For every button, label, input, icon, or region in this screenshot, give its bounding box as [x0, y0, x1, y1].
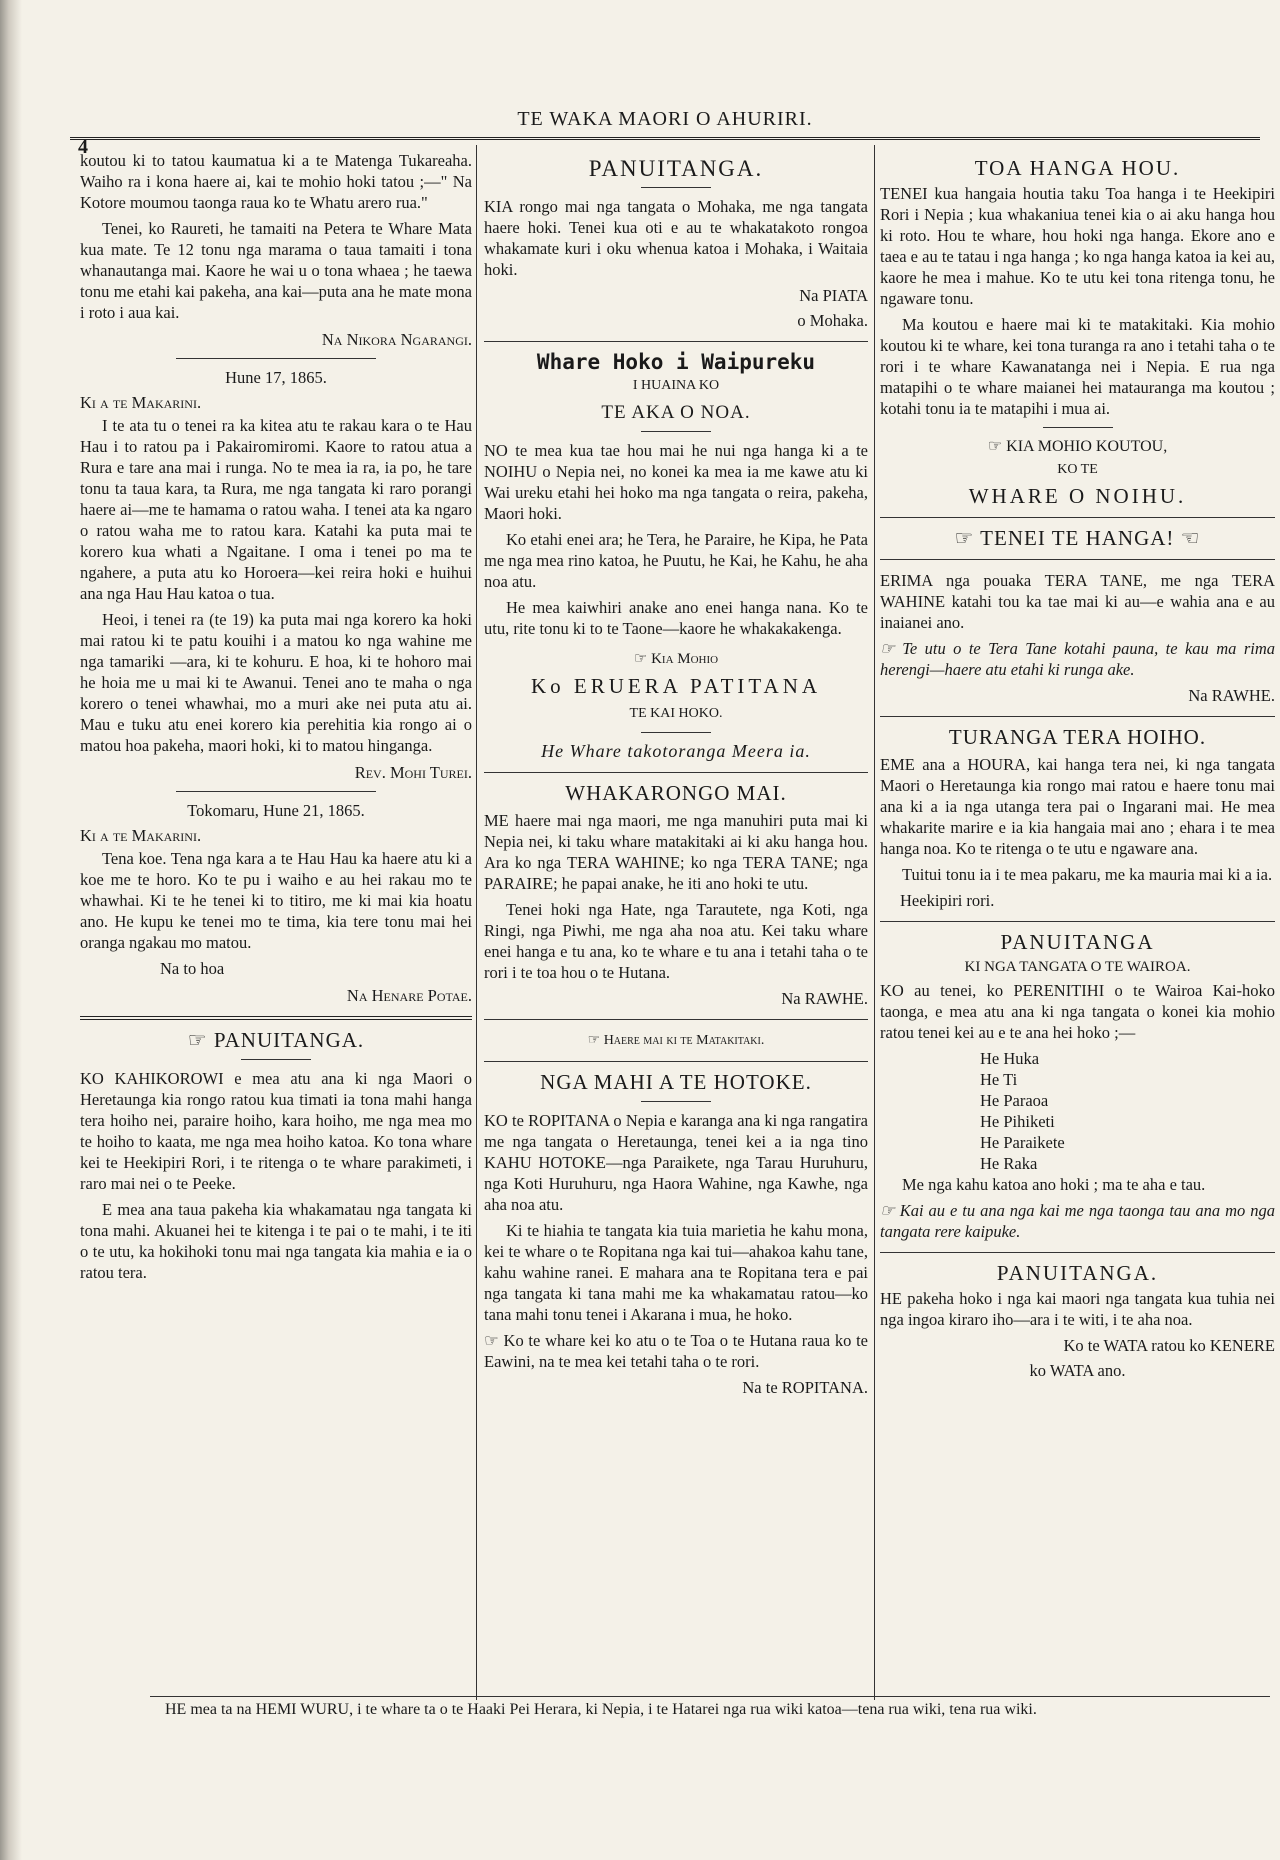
- salutation: Ki a te Makarini.: [80, 826, 202, 845]
- column-divider: [476, 145, 477, 1700]
- ad-paragraph: Tenei hoki nga Hate, nga Tarautete, nga Koti, nga Ringi, nga Piwhi, me nga aha noa atu. Kei taku whare enei hanga e tu ana, ko te whare e tu ana i tetahi taha o te rori i te toa hou o te Hutana.: [484, 900, 868, 982]
- notice-label: ☞ Kia Mohio: [633, 651, 719, 667]
- ad-heading: ☞ TENEI TE HANGA! ☜: [954, 526, 1201, 550]
- divider: [880, 559, 1275, 560]
- ad-heading: PANUITANGA.: [996, 1261, 1159, 1285]
- notice-label: ☞ Haere mai ki te Matakitaki.: [587, 1033, 765, 1048]
- divider: [176, 791, 376, 792]
- column-3: [880, 150, 1275, 1695]
- divider: [641, 732, 711, 733]
- ad-paragraph: TENEI kua hangaia houtia taku Toa hanga i te Heekipiri Rori i Nepia ; kua whakaniua tenei kia o ai aku hanga hou ki roto. Hou te whare, hou hoki nga hanga. Ekore ano e taea e au te tatau i nga hanga ; ko nga hanga katoa ia kei au, kaore he mea i mahue. Ko te utu kei tona ritenga tonu, he ngaware tonu.: [880, 184, 1275, 308]
- ad-paragraph: Ko etahi enei ara; he Tera, he Paraire, he Kipa, he Pata me nga mea rino katoa, he Puutu, he Kai, he Kahu, he aha noa atu.: [484, 530, 868, 591]
- ad-paragraph: E mea ana taua pakeha kia whakamatau nga tangata ki tona mahi. Akuanei hei te kitenga i te pai o te mahi, i te iti o te utu, ka hokihoki tonu mai nga tangata kia mahia e ia o ratou tera.: [80, 1200, 472, 1282]
- signature: Ko te WATA ratou ko KENERE: [1063, 1336, 1275, 1355]
- ad-paragraph: ERIMA nga pouaka TERA TANE, me nga TERA WAHINE katahi tou ka tae mai ki au—e wahia ana e au inaianei ano.: [880, 571, 1275, 632]
- ad-paragraph: KO au tenei, ko PERENITIHI o te Wairoa Kai-hoko taonga, e mea atu ana ki nga tangata o konei kia mohio ratou tenei kei au e te ana hei hoko ;—: [880, 981, 1275, 1042]
- footer-rule: [150, 1696, 1270, 1697]
- notice-label: ☞ KIA MOHIO KOUTOU,: [987, 438, 1168, 455]
- signature: Na Nikora Ngarangi.: [321, 330, 472, 349]
- notice-label: KO TE: [1057, 462, 1098, 477]
- ad-heading: WHARE O NOIHU.: [968, 484, 1187, 508]
- signature: Na RAWHE.: [1188, 686, 1275, 705]
- column-divider: [874, 145, 875, 1700]
- ad-paragraph: ☞ Te utu o te Tera Tane kotahi pauna, te kau ma rima herengi—haere atu etahi ki runga ake.: [880, 639, 1275, 679]
- list-item: He Paraoa: [980, 1091, 1049, 1110]
- letter-paragraph: Heoi, i tenei ra (te 19) ka puta mai nga korero ka hoki mai ratou ki te patu kouihi i a matou ko nga wahine me nga tamariki —ara, ki te kohuru. E hoa, ki te hohoro mai he hoia me u mai ki te Awanui. Tenei ano te maha o nga korero o tenei whawhai, mo a muri ake nei puta atu ai. Mau e tuku atu enei korero kia perehitia kia rongo ai o matou hoa pakeha, maori hoki, ki to matou hinganga.: [80, 610, 472, 755]
- divider: [484, 1061, 868, 1062]
- ad-heading: TURANGA TERA HOIHO.: [948, 725, 1207, 749]
- signature: Na Henare Potae.: [346, 986, 472, 1005]
- divider: [641, 431, 711, 432]
- ad-heading: WHAKARONGO MAI.: [565, 781, 787, 805]
- signature: Na to hoa: [160, 959, 225, 978]
- ad-paragraph: Tuitui tonu ia i te mea pakaru, me ka mauria mai ki a ia.: [902, 865, 1273, 884]
- ad-paragraph: KO KAHIKOROWI e mea atu ana ki nga Maori o Heretaunga kia rongo ratou kua timati ia tona mahi hanga tera hoiho nei, paraire hoiho, kara hoiho, me nga mea mo te hoiho to kaata, me nga mea hoiho katoa. Ko tona whare kei te Heekipiri Rori, i te ritenga o te whare parakimeti, i raro mai nei o te Peeke.: [80, 1069, 472, 1193]
- signature: Na te ROPITANA.: [742, 1378, 868, 1397]
- divider: [641, 187, 711, 188]
- ad-heading: ☞ PANUITANGA.: [187, 1028, 365, 1052]
- ad-subheading: I HUAINA KO: [632, 378, 720, 393]
- list-item: He Pihiketi: [980, 1112, 1055, 1131]
- signature: Rev. Mohi Turei.: [354, 763, 472, 782]
- printer-imprint: HE mea ta na HEMI WURU, i te whare ta o te Haaki Pei Herara, ki Nepia, i te Hatarei nga rua wiki katoa—tena rua wiki, tena rua wiki.: [165, 1701, 1037, 1718]
- masthead-rule: [70, 137, 1260, 140]
- list-item: He Ti: [980, 1070, 1018, 1089]
- divider: [1043, 427, 1113, 428]
- divider: [641, 1101, 711, 1102]
- column-1: [80, 150, 472, 1695]
- column-2: [484, 150, 868, 1695]
- ad-heading: Whare Hoko i Waipureku: [536, 350, 816, 374]
- divider: [484, 1019, 868, 1020]
- divider: [176, 358, 376, 359]
- signature: Heekipiri rori.: [900, 891, 995, 910]
- divider: [880, 517, 1275, 518]
- divider: [484, 772, 868, 773]
- ad-heading: PANUITANGA: [1000, 930, 1155, 954]
- signature: ko WATA ano.: [1029, 1361, 1126, 1380]
- list-item: He Paraikete: [980, 1133, 1065, 1152]
- thick-divider: [80, 1016, 472, 1020]
- signature: Na PIATA: [799, 286, 868, 305]
- ad-paragraph: KIA rongo mai nga tangata o Mohaka, me nga tangata haere hoki. Tenei kua oti e au te whakatakoto rongoa whakamate kuri i oku whenua katoa i Mohaka, i Waitaia hoki.: [484, 197, 868, 279]
- ad-paragraph: HE pakeha hoko i nga kai maori nga tangata kua tuhia nei nga ingoa kiraro iho—ara i te witi, i te aha noa.: [880, 1289, 1275, 1329]
- dateline: Tokomaru, Hune 21, 1865.: [187, 801, 365, 820]
- list-item: He Raka: [980, 1154, 1038, 1173]
- letter-paragraph: Tenei, ko Raureti, he tamaiti na Petera te Whare Mata kua mate. Te 12 tonu nga marama o taua tamaiti i tona whanautanga mai. Kaore he wai u o tona whaea ; he taewa tonu me etahi kai pakeha, ana kai—puta ana he mate mona i roto i aua kai.: [80, 219, 472, 322]
- ad-paragraph: EME ana a HOURA, kai hanga tera nei, ki nga tangata Maori o Heretaunga kia rongo mai ratou e haere tonu mai ana ki a ia nga utanga tera pai o Ingarani mai. He mea whakarite marire e ia kia hangaia mai ano ; ehara i te mea hanga noa. Ko te ritenga o te utu e ngaware ana.: [880, 755, 1275, 858]
- divider: [880, 921, 1275, 922]
- ad-paragraph: He mea kaiwhiri anake ano enei hanga nana. Ko te utu, rite tonu ki to te Taone—kaore he whakakakenga.: [484, 598, 868, 638]
- divider: [241, 1059, 311, 1060]
- ad-paragraph: ☞ Ko te whare kei ko atu o te Toa o te Hutana raua ko te Eawini, na te mea kei tetahi taha o te rori.: [484, 1331, 868, 1371]
- merchant-title: TE KAI HOKO.: [629, 706, 723, 721]
- ad-paragraph: ME haere mai nga maori, me nga manuhiri puta mai ki Nepia nei, ki taku whare matakitaki ai ki aku hanga hou. Ara ko nga TERA WAHINE; ko nga TERA TANE; nga PARAIRE; he papai anake, he iti ano hoki te utu.: [484, 811, 868, 893]
- masthead: [70, 100, 1260, 158]
- list-item: He Huka: [980, 1049, 1040, 1068]
- divider: [880, 1252, 1275, 1253]
- letter-paragraph: Tena koe. Tena nga kara a te Hau Hau ka haere atu ki a koe me te horo. Ko te pu i waiho e au hei rakau mo te whawhai. Ki te he tenei ki to titiro, me ki mai kia hoatu ano. He kupu ke tenei mo te tima, kia tere tonu mai hei oranga ngakau mo matou.: [80, 849, 472, 952]
- signature: Na RAWHE.: [781, 989, 868, 1008]
- letter-paragraph: koutou ki to tatou kaumatua ki a te Matenga Tukareaha. Waiho ra i kona haere ai, kai te mohio hoki tatou ;—" Na Kotore moumou taonga raua ko te Whatu arero rua.": [80, 151, 472, 212]
- italic-tagline: He Whare takotoranga Meera ia.: [541, 741, 811, 761]
- ad-paragraph: KO te ROPITANA o Nepia e karanga ana ki nga rangatira me nga tangata o Heretaunga, tenei kei a ia nga tino KAHU HOTOKE—nga Paraikete, nga Tarau Huruhuru, nga Koti Huruhuru, nga Haora Wahine, nga Kawhe, nga aha noa atu.: [484, 1111, 868, 1214]
- ad-heading: TE AKA O NOA.: [601, 402, 751, 423]
- merchant-name: Ko ERUERA PATITANA: [530, 674, 822, 698]
- ad-paragraph: Ma koutou e haere mai ki te matakitaki. Kia mohio koutou ki te whare, kei tona turanga ra ano i tetahi taha o te rori i te whare Kawanatanga nei i Nepia. E rua nga matapihi o te whare maianei hei matauranga ma koutou ; kotahi tonu ia te matapihi i mua ai.: [880, 315, 1275, 418]
- ad-subheading: KI NGA TANGATA O TE WAIROA.: [964, 959, 1191, 975]
- salutation: Ki a te Makarini.: [80, 393, 202, 412]
- ad-heading: TOA HANGA HOU.: [974, 156, 1181, 180]
- divider: [484, 341, 868, 342]
- ad-heading: NGA MAHI A TE HOTOKE.: [540, 1070, 812, 1094]
- page-number: 4: [78, 136, 88, 158]
- goods-list: [980, 1048, 1275, 1174]
- dateline: Hune 17, 1865.: [225, 368, 327, 387]
- page-edge-shadow: [0, 0, 22, 1860]
- ad-paragraph: ☞ Kai au e tu ana nga kai me nga taonga tau ana mo nga tangata rere kaipuke.: [880, 1201, 1275, 1241]
- letter-paragraph: I te ata tu o tenei ra ka kitea atu te rakau kara o te Hau Hau i to ratou pa i Pakairomiromi. Kaore to ratou atua a Rura e tare ana mai i runga. No te mea ia ra, ia po, he tare tonu ta taua kara, ta Rura, me nga tangata ki raro porangi haere ai—me te hamama o ratou waha. I tenei ata ka ngaro o ratou waha me to ratou kara. Katahi ka puta mai te korero kua whati a Ngaitane. I oma i tenei po ma te ngahere, a puta atu ko Horoera—kei reira hoki e huihui ana nga Hau Hau katoa o tua.: [80, 416, 472, 603]
- signature: o Mohaka.: [797, 311, 868, 330]
- ad-heading: PANUITANGA.: [588, 156, 764, 181]
- ad-paragraph: Ki te hiahia te tangata kia tuia marietia he kahu mona, kei te whare o te Ropitana nga kai tui—ahakoa kahu tane, kahu wahine ranei. E mahara ana te Ropitana tera e pai nga tangata ki tana mahi me ka whakamatau ratou—ko tana mahi tonu tenei i Akarana i mua, he hoko.: [484, 1221, 868, 1324]
- ad-paragraph: NO te mea kua tae hou mai he nui nga hanga ki a te NOIHU o Nepia nei, no konei ka mea ia me kawe atu ki Wai ureku etahi hei hoko ma nga tangata o reira, pakeha, Maori hoki.: [484, 441, 868, 523]
- newspaper-title: TE WAKA MAORI O AHURIRI.: [517, 108, 813, 130]
- divider: [880, 716, 1275, 717]
- ad-paragraph: Me nga kahu katoa ano hoki ; ma te aha e tau.: [902, 1175, 1206, 1194]
